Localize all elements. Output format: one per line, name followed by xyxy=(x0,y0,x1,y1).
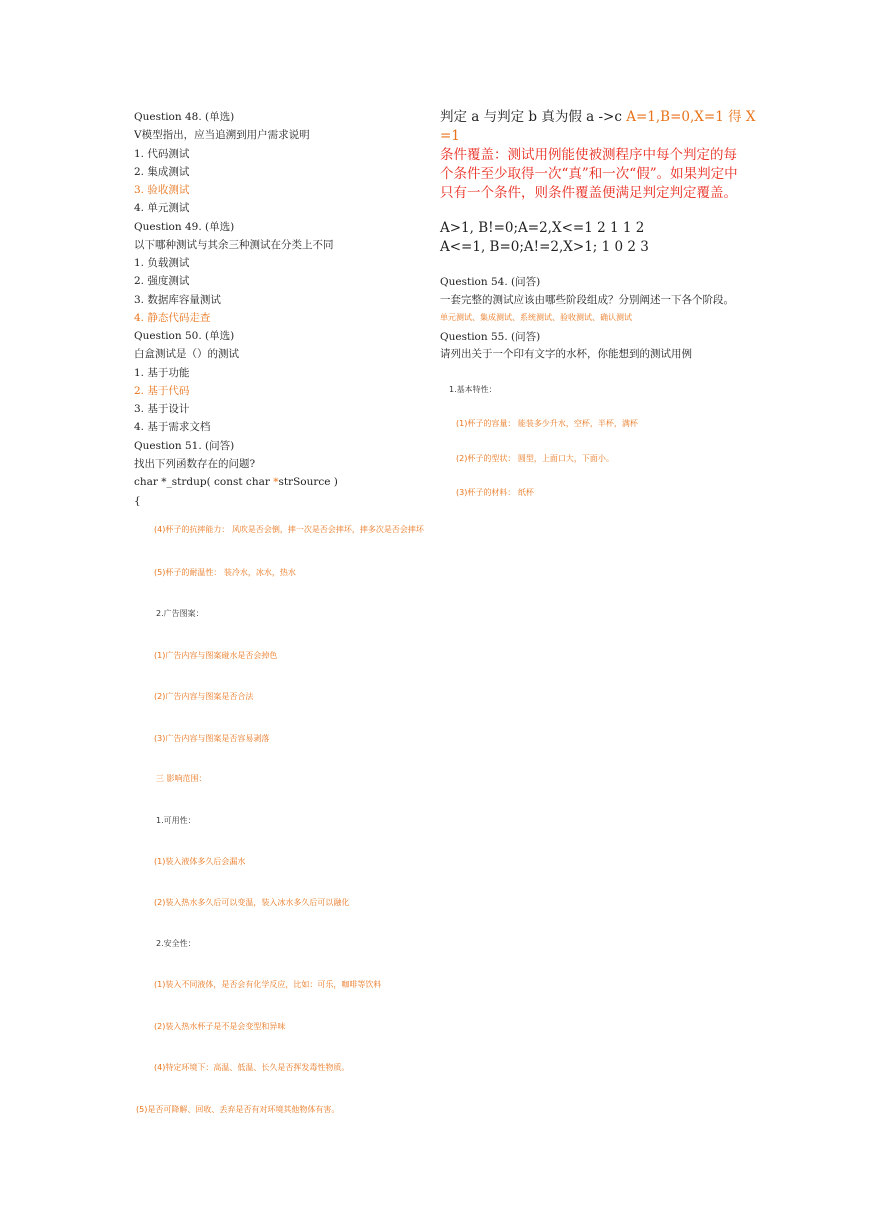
q49-option-3: 3. 数据库容量测试 xyxy=(134,294,221,306)
heading-safety: 2.安全性： xyxy=(156,939,196,948)
item-ad-legal: (2)广告内容与图案是否合法 xyxy=(154,692,254,701)
item-toxic-volatility: (4)特定环境下：高温、低温、长久是否挥发毒性物质。 xyxy=(154,1063,350,1072)
q49-option-4-answer: 4. 静态代码走查 xyxy=(134,312,211,324)
q51-title: Question 51. (问答) xyxy=(134,440,235,452)
item-deformation-odor: (2)装入热水杯子是不是会变型和异味 xyxy=(154,1022,286,1031)
q49-stem: 以下哪种测试与其余三种测试在分类上不同 xyxy=(134,239,334,251)
test-case-1: A>1, B!=0;A=2,X<=1 2 1 1 2 xyxy=(440,220,645,236)
item-leak: (1)装入液体多久后会漏水 xyxy=(154,857,246,866)
q55-heading-basic: 1.基本特性： xyxy=(449,385,497,394)
item-temperature-change: (2)装入热水多久后可以变温，装入冰水多久后可以融化 xyxy=(154,898,350,907)
heading-usability: 1.可用性： xyxy=(156,816,196,825)
decision-values: A=1,B=0,X=1 得 X xyxy=(626,109,756,125)
q49-option-2: 2. 强度测试 xyxy=(134,275,190,287)
decision-line-1 xyxy=(440,108,755,127)
q51-code-brace: { xyxy=(134,495,141,507)
q51-code-a: char *_strdup( const char xyxy=(134,476,274,488)
decision-line-2: =1 xyxy=(440,128,460,144)
item-ad-fade: (1)广告内容与图案碰水是否会掉色 xyxy=(154,651,278,660)
item-ad-peel: (3)广告内容与图案是否容易剥落 xyxy=(154,734,270,743)
q50-option-4: 4. 基于需求文档 xyxy=(134,421,211,433)
q49-title: Question 49. (单选) xyxy=(134,221,235,233)
q50-option-2-answer: 2. 基于代码 xyxy=(134,385,190,397)
q48-option-2: 2. 集成测试 xyxy=(134,166,190,178)
q51-code-line xyxy=(134,475,338,489)
heading-ad-pattern: 2.广告图案： xyxy=(156,609,204,618)
item-chemical-reaction: (1)装入不同液体，是否会有化学反应，比如：可乐，咖啡等饮料 xyxy=(154,980,382,989)
q48-option-1: 1. 代码测试 xyxy=(134,148,190,160)
q50-title: Question 50. (单选) xyxy=(134,330,235,342)
q55-item-shape: (2)杯子的型状： 圆型，上面口大，下面小。 xyxy=(456,454,614,463)
q48-option-4: 4. 单元测试 xyxy=(134,202,190,214)
q51-code-b: strSource ) xyxy=(278,476,338,488)
q48-title: Question 48. (单选) xyxy=(134,111,235,123)
q49-option-1: 1. 负载测试 xyxy=(134,257,190,269)
condition-coverage-definition: 条件覆盖：测试用例能使被测程序中每个判定的每个条件至少取得一次“真”和一次“假”。如果判定中只有一个条件，则条件覆盖便满足判定判定覆盖。 xyxy=(440,147,738,201)
item-temperature: (5)杯子的耐温性： 装冷水，冰水，热水 xyxy=(154,568,296,577)
test-case-2: A<=1, B=0;A!=2,X>1; 1 0 2 3 xyxy=(440,239,649,255)
item-degradable: (5)是否可降解、回收、丢弃是否有对环境其他物体有害。 xyxy=(136,1105,340,1114)
item-drop-resistance: (4)杯子的抗摔能力： 风吹是否会倒，摔一次是否会摔坏，摔多次是否会摔坏 xyxy=(154,525,424,534)
q55-title: Question 55. (问答) xyxy=(440,331,541,343)
q54-stem: 一套完整的测试应该由哪些阶段组成？分别阐述一下各个阶段。 xyxy=(440,294,734,306)
q55-item-capacity: (1)杯子的容量： 能装多少升水，空杯，半杯，满杯 xyxy=(456,419,638,428)
q50-stem: 白盒测试是（）的测试 xyxy=(134,348,239,360)
q51-code-star: * xyxy=(273,476,279,488)
q48-option-3-answer: 3. 验收测试 xyxy=(134,184,190,196)
heading-impact-scope: 三 影响范围： xyxy=(156,774,207,783)
q54-title: Question 54. (问答) xyxy=(440,276,541,288)
decision-text: 判定 a 与判定 b 真为假 a ->c xyxy=(440,109,627,125)
q55-stem: 请列出关于一个印有文字的水杯，你能想到的测试用例 xyxy=(440,348,692,360)
q51-stem: 找出下列函数存在的问题? xyxy=(134,458,256,470)
q50-option-1: 1. 基于功能 xyxy=(134,367,190,379)
q50-option-3: 3. 基于设计 xyxy=(134,403,190,415)
q54-answer: 单元测试、集成测试、系统测试、验收测试、确认测试 xyxy=(440,313,632,322)
q48-stem: V模型指出，应当追溯到用户需求说明 xyxy=(134,129,310,141)
q55-item-material: (3)杯子的材料： 纸杯 xyxy=(456,488,534,497)
